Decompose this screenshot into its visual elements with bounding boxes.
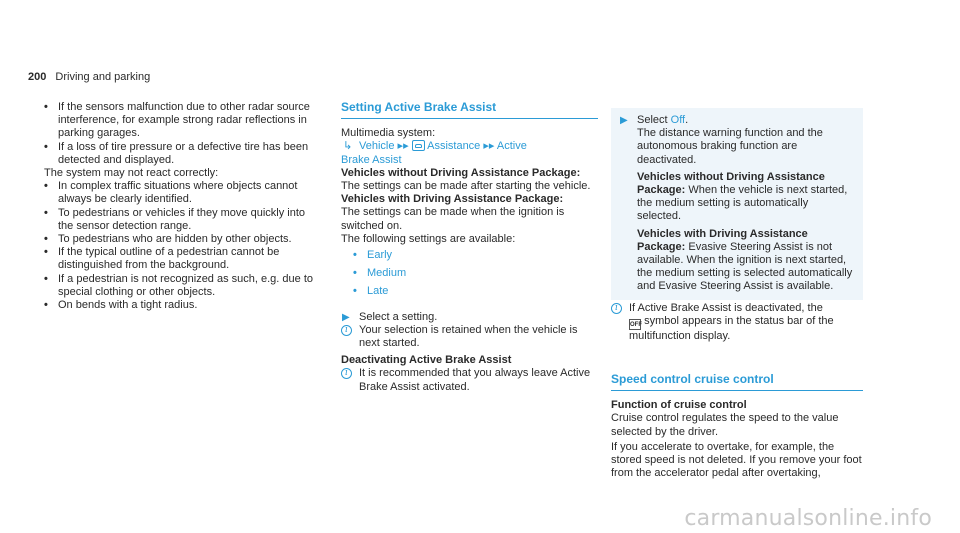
note-deactivated: i If Active Brake Assist is deactivated, the OFF symbol appears in the status bar of the multifunction display. bbox=[611, 302, 863, 343]
path-vehicle: Vehicle bbox=[359, 140, 395, 153]
intro-text: The system may not react correctly: bbox=[44, 167, 219, 180]
bullet-icon: • bbox=[44, 206, 48, 219]
step-select-off: ▶ Select Off. The distance warning function and the autonomous braking function are deactivated. Vehicles without Driving Assistance Package: When the vehicle is next started, the medium setting is automatically selected. Vehicles with Driving Assistance Package: Evasive Steering Assist is not available. When the ignition is next started, the medium setting is selected automatically and Evasive Steering Assist is available. bbox=[620, 114, 853, 293]
bullet-icon: • bbox=[44, 246, 48, 259]
step-arrow-icon: ▶ bbox=[620, 115, 628, 126]
double-chevron-icon: ▸▸ bbox=[397, 140, 412, 153]
column-3 bbox=[611, 101, 863, 480]
note-recommended: i It is recommended that you always leave Active Brake Assist activated. bbox=[341, 367, 598, 393]
bullet-list-a bbox=[44, 101, 319, 167]
list-item: • To pedestrians who are hidden by other objects. bbox=[44, 233, 292, 246]
without-package-text: Vehicles without Driving Assistance Package: The settings can be made after starting the vehicle. bbox=[341, 166, 591, 193]
function-title: Function of cruise control bbox=[611, 399, 747, 412]
following-text: The following settings are available: bbox=[341, 232, 516, 245]
path-hook-icon: ↳ bbox=[343, 140, 353, 153]
step-arrow-icon: ▶ bbox=[342, 311, 350, 323]
section-title-active-brake: Setting Active Brake Assist bbox=[341, 101, 598, 119]
options-list bbox=[353, 249, 598, 299]
path-brake-assist: Brake Assist bbox=[341, 153, 402, 166]
bullet-icon: • bbox=[44, 140, 48, 153]
bullet-icon: • bbox=[44, 233, 48, 246]
double-chevron-icon: ▸▸ bbox=[483, 140, 497, 153]
note-retained: i Your selection is retained when the vehicle is next started. bbox=[341, 324, 598, 350]
info-icon: i bbox=[341, 368, 352, 379]
function-text: Cruise control regulates the speed to the value selected by the driver. bbox=[611, 412, 839, 438]
bullet-icon: • bbox=[353, 249, 357, 262]
bullet-icon: • bbox=[353, 267, 357, 280]
info-icon: i bbox=[341, 325, 352, 336]
info-panel bbox=[611, 108, 863, 300]
list-item: • If a pedestrian is not recognized as such, e.g. due to special clothing or other objects. bbox=[44, 272, 313, 298]
bullet-list-b bbox=[44, 180, 319, 312]
watermark-logo: carmanualsonline.info bbox=[684, 505, 932, 531]
bullet-icon: • bbox=[44, 272, 48, 285]
option-early: • Early bbox=[353, 249, 393, 262]
list-item: • If the typical outline of a pedestrian cannot be distinguished from the background. bbox=[44, 246, 280, 272]
accelerate-text: If you accelerate to overtake, for example, the stored speed is not deleted. If you remove your foot from the accelerator pedal after overtaking, bbox=[611, 440, 862, 480]
car-assist-icon bbox=[412, 140, 425, 151]
list-item: • If the sensors malfunction due to other radar source interference, for example strong radar reflections in parking garages. bbox=[44, 101, 310, 140]
column-1 bbox=[44, 101, 319, 312]
step-select-setting: ▶ Select a setting. bbox=[342, 310, 438, 323]
bullet-icon: • bbox=[44, 180, 48, 193]
path-active: Active bbox=[496, 140, 527, 153]
column-2 bbox=[341, 101, 598, 394]
info-icon: i bbox=[611, 303, 622, 314]
multimedia-label: Multimedia system: bbox=[341, 127, 436, 140]
list-item: • In complex traffic situations where objects cannot always be clearly identified. bbox=[44, 180, 298, 206]
brake-assist-off-icon: OFF bbox=[629, 319, 641, 330]
deactivating-title: Deactivating Active Brake Assist bbox=[341, 354, 512, 367]
bullet-icon: • bbox=[44, 101, 48, 113]
list-item: • If a loss of tire pressure or a defective tire has been detected and displayed. bbox=[44, 140, 309, 166]
list-item: • To pedestrians or vehicles if they move quickly into the sensor detection range. bbox=[44, 206, 306, 232]
page-number: 200 bbox=[28, 71, 47, 83]
option-late: • Late bbox=[353, 285, 389, 298]
bullet-icon: • bbox=[44, 299, 48, 312]
section-title-cruise: Speed control cruise control bbox=[611, 373, 863, 391]
list-item: • On bends with a tight radius. bbox=[44, 299, 198, 312]
page-header bbox=[28, 71, 150, 84]
with-package-text: Vehicles with Driving Assistance Package: The settings can be made when the ignition is switched on. bbox=[341, 193, 565, 232]
chapter-title: Driving and parking bbox=[55, 71, 151, 83]
option-medium: • Medium bbox=[353, 267, 407, 280]
path-assistance: Assistance bbox=[427, 140, 481, 153]
menu-path bbox=[341, 140, 598, 166]
bullet-icon: • bbox=[353, 285, 357, 298]
